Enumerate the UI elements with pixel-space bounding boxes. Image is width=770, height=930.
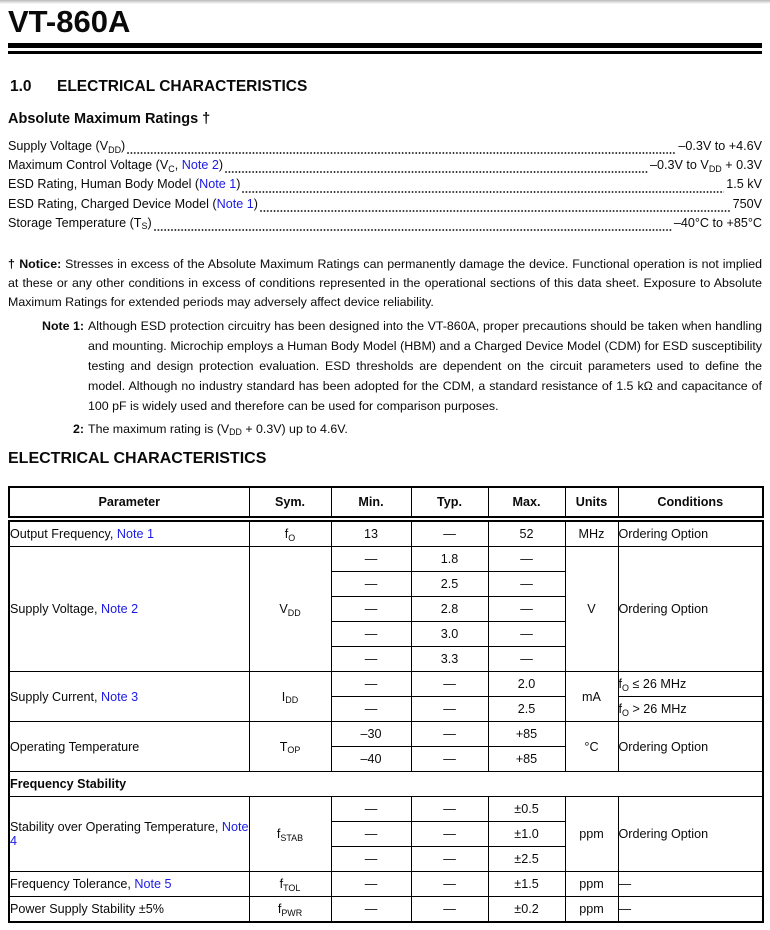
units-cell: ppm [565, 872, 618, 897]
rating-value: –40°C to +85°C [673, 215, 762, 230]
cond-cell: Ordering Option [618, 797, 763, 872]
notice-text: Stresses in excess of the Absolute Maximum Ratings can permanently damage the device. Functional operation is not implied at these or any other conditions in excess of conditions represented in the operational sections of this data sheet. Exposure to Absolute Maximum Ratings for extended periods may adversely affect device reliability. [8, 257, 763, 309]
max-cell: +85 [488, 722, 565, 747]
table-row [9, 519, 763, 547]
cond-cell: Ordering Option [618, 722, 763, 772]
max-cell: — [488, 572, 565, 597]
section-heading [10, 78, 307, 96]
table-row [9, 547, 763, 572]
subscript: O [288, 532, 296, 543]
sym-cell: $f_{TOL}$ [249, 872, 331, 897]
param-cell: Stability over Operating Temperature, Note 4 [9, 797, 249, 872]
min-cell: — [331, 672, 411, 697]
note-row [8, 420, 762, 440]
min-cell: –40 [331, 747, 411, 772]
note-link[interactable]: Note 1 [216, 196, 254, 211]
col-header-typ: Typ. [411, 487, 488, 519]
typ-cell: 3.3 [411, 647, 488, 672]
notes-block [8, 317, 762, 439]
typ-cell: 3.0 [411, 622, 488, 647]
min-cell: — [331, 847, 411, 872]
abs-max-heading: Absolute Maximum Ratings † [8, 111, 211, 127]
subscript: S [141, 221, 148, 232]
title-rule-thin [8, 51, 762, 54]
note-link[interactable]: Note 1 [116, 527, 154, 541]
col-header-min: Min. [331, 487, 411, 519]
min-cell: — [331, 897, 411, 923]
col-header-max: Max. [488, 487, 565, 519]
rating-label: ESD Rating, Human Body Model (Note 1) [8, 177, 241, 192]
doc-title: VT-860A [8, 4, 131, 39]
rating-label: Storage Temperature $(T_S)$ [8, 215, 152, 232]
max-cell: ±1.5 [488, 872, 565, 897]
min-cell: — [331, 572, 411, 597]
max-cell: 52 [488, 519, 565, 547]
col-header-sym: Sym. [249, 487, 331, 519]
typ-cell: — [411, 747, 488, 772]
rating-value: 1.5 kV [726, 177, 762, 192]
col-header-units: Units [565, 487, 618, 519]
min-cell: — [331, 697, 411, 722]
subscript: DD [708, 163, 722, 174]
subscript: DD [229, 427, 242, 438]
sym-cell: $f_O$ [249, 519, 331, 547]
param-cell: Supply Voltage, Note 2 [9, 547, 249, 672]
subscript: OP [287, 745, 301, 755]
typ-cell: — [411, 797, 488, 822]
title-rule-thick [8, 43, 762, 48]
typ-cell: — [411, 519, 488, 547]
typ-cell: — [411, 672, 488, 697]
sym-cell: $I_{DD}$ [249, 672, 331, 722]
rating-row [8, 139, 762, 158]
typ-cell: — [411, 722, 488, 747]
col-header-conditions: Conditions [618, 487, 763, 519]
subscript: STAB [280, 832, 304, 843]
subscript: O [622, 707, 629, 718]
param-cell: Frequency Tolerance, Note 5 [9, 872, 249, 897]
rating-value: 750V [732, 196, 762, 211]
sym-cell: $T_{OP}$ [249, 722, 331, 772]
cond-cell: $f_O \le 26$ MHz [618, 672, 763, 697]
min-cell: –30 [331, 722, 411, 747]
subscript: O [622, 682, 629, 693]
param-cell: Output Frequency, Note 1 [9, 519, 249, 547]
note-row [8, 317, 762, 417]
min-cell: — [331, 622, 411, 647]
note-label: 2: [72, 421, 84, 436]
subscript: DD [285, 695, 299, 705]
cond-cell: Ordering Option [618, 547, 763, 672]
rating-dots [260, 197, 731, 216]
note-link[interactable]: Note 5 [134, 877, 172, 891]
table-heading: ELECTRICAL CHARACTERISTICS [8, 450, 267, 467]
typ-cell: — [411, 822, 488, 847]
rating-value: –0.3V to +4.6V [678, 139, 762, 153]
max-cell: — [488, 622, 565, 647]
section-title: ELECTRICAL CHARACTERISTICS [57, 78, 308, 95]
rating-value: –0.3V to $V_{DD} + 0.3V$ [650, 158, 762, 174]
typ-cell: 1.8 [411, 547, 488, 572]
typ-cell: 2.5 [411, 572, 488, 597]
rating-row [8, 216, 762, 235]
note-link[interactable]: Note 2 [181, 158, 219, 173]
rating-row [8, 197, 762, 216]
max-cell: ±2.5 [488, 847, 565, 872]
max-cell: 2.0 [488, 672, 565, 697]
typ-cell: — [411, 847, 488, 872]
min-cell: — [331, 797, 411, 822]
sym-cell: $f_{STAB}$ [249, 797, 331, 872]
subscript: DD [108, 144, 122, 155]
max-cell: ±1.0 [488, 822, 565, 847]
subscript: DD [287, 607, 301, 618]
note-label: Note 1: [42, 319, 84, 333]
note-link[interactable]: Note 3 [101, 689, 139, 704]
typ-cell: — [411, 897, 488, 923]
ec-table [8, 486, 764, 923]
note-link[interactable]: Note 2 [101, 602, 139, 616]
note-link[interactable]: Note 4 [10, 820, 249, 848]
rating-dots [225, 158, 648, 177]
max-cell: 2.5 [488, 697, 565, 722]
rating-label: ESD Rating, Charged Device Model (Note 1) [8, 196, 258, 211]
table-section-row [9, 772, 763, 797]
subscript: C [168, 163, 175, 174]
max-cell: — [488, 597, 565, 622]
units-cell: ppm [565, 897, 618, 923]
rating-label: Maximum Control Voltage ($V_C$, Note 2) [8, 158, 224, 174]
param-cell: Supply Current, Note 3 [9, 672, 249, 722]
min-cell: — [331, 872, 411, 897]
abs-max-list [8, 139, 762, 235]
table-row [9, 722, 763, 747]
param-cell: Operating Temperature [9, 722, 249, 772]
units-cell: MHz [565, 519, 618, 547]
units-cell: °C [565, 722, 618, 772]
rating-row [8, 177, 762, 196]
units-cell: ppm [565, 797, 618, 872]
rating-dots [242, 177, 724, 196]
max-cell: +85 [488, 747, 565, 772]
min-cell: — [331, 547, 411, 572]
units-cell: mA [565, 672, 618, 722]
col-header-parameter: Parameter [9, 487, 249, 519]
cond-cell: — [618, 872, 763, 897]
title-rule [8, 43, 762, 54]
sym-cell: $V_{DD}$ [249, 547, 331, 672]
min-cell: — [331, 647, 411, 672]
rating-row [8, 158, 762, 177]
table-header-row [9, 487, 763, 519]
cond-cell: $f_O > 26$ MHz [618, 697, 763, 722]
note-text: Although ESD protection circuitry has been designed into the VT-860A, proper precautions should be taken when handling and mounting. Microchip employs a Human Body Model (HBM) and a Charged Device Model (CDM) for ESD susceptibility testing and design protection evaluation. ESD thresholds are dependent on the circuit parameters used to define the model. Although no industry standard has been adopted for the CDM, a standard resistance of 1.5 kΩ and capacitance of 100 pF is widely used and therefore can be used for comparison purposes. [88, 319, 762, 413]
param-cell: Power Supply Stability ±5% [9, 897, 249, 923]
note-link[interactable]: Note 1 [199, 177, 237, 192]
max-cell: — [488, 647, 565, 672]
rating-label: Supply Voltage $(V_{DD})$ [8, 139, 126, 155]
table-row [9, 897, 763, 923]
min-cell: 13 [331, 519, 411, 547]
subscript: TOL [283, 882, 301, 893]
cond-cell: — [618, 897, 763, 923]
typ-cell: 2.8 [411, 597, 488, 622]
max-cell: ±0.2 [488, 897, 565, 923]
typ-cell: — [411, 872, 488, 897]
notice-paragraph [8, 255, 762, 312]
rating-dots [154, 216, 672, 235]
table-row [9, 797, 763, 822]
cond-cell: Ordering Option [618, 519, 763, 547]
section-number: 1.0 [10, 78, 32, 95]
units-cell: V [565, 547, 618, 672]
ec-table-body [9, 519, 763, 922]
notice-label: † Notice: [8, 257, 62, 271]
typ-cell: — [411, 697, 488, 722]
sym-cell: $f_{PWR}$ [249, 897, 331, 923]
subscript: PWR [281, 907, 303, 918]
min-cell: — [331, 822, 411, 847]
max-cell: — [488, 547, 565, 572]
min-cell: — [331, 597, 411, 622]
section-cell: Frequency Stability [9, 772, 763, 797]
rating-dots [127, 139, 676, 158]
note-text: The maximum rating is $(V_{DD} + 0.3V)$ up to 4.6V. [88, 421, 348, 438]
table-row [9, 672, 763, 697]
table-row [9, 872, 763, 897]
max-cell: ±0.5 [488, 797, 565, 822]
